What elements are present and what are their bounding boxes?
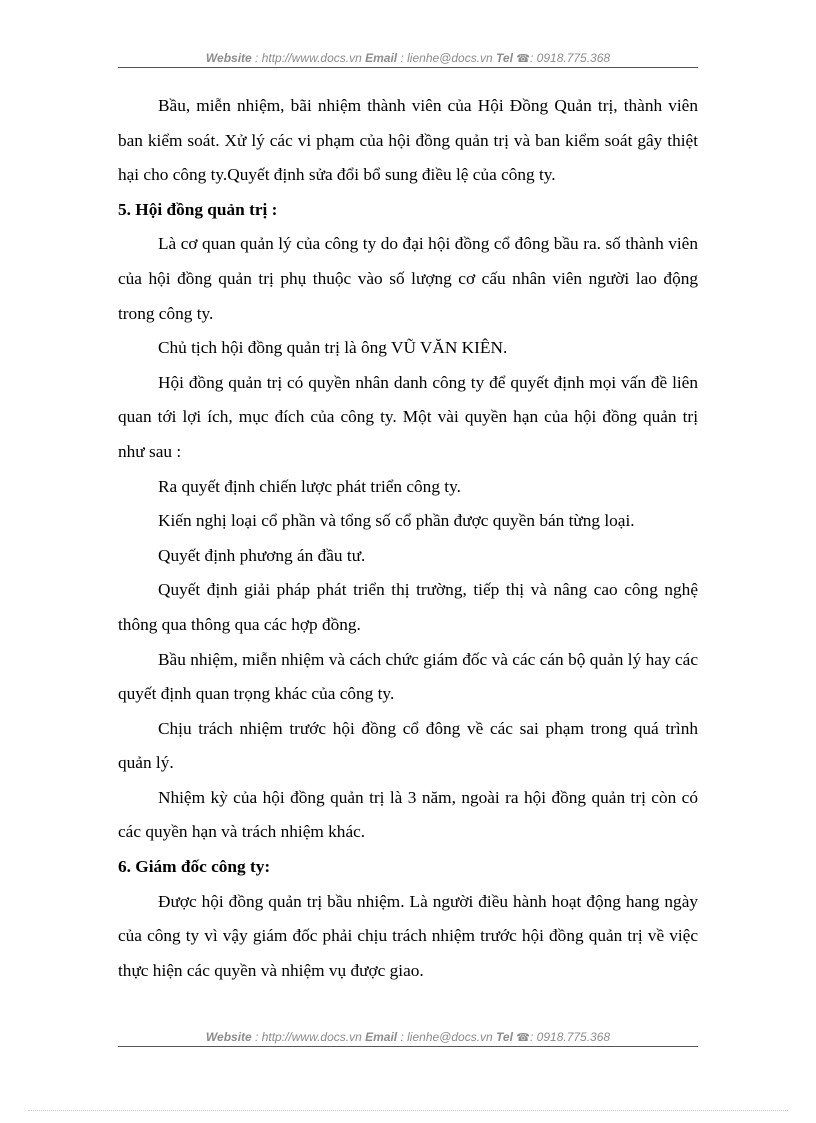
header-tel-value: : 0918.775.368 (530, 51, 611, 65)
header-website-value: : http://www.docs.vn (255, 51, 362, 65)
footer-email-value: : lienhe@docs.vn (400, 1030, 493, 1044)
section-heading-6: 6. Giám đốc công ty: (118, 857, 271, 877)
page-header (118, 51, 698, 68)
footer-website-label: Website (205, 1030, 252, 1044)
paragraph: Quyết định giải pháp phát triển thị trường, tiếp thị và nâng cao công nghệ thông qua thông qua các hợp đồng. (118, 580, 698, 634)
paragraph: Được hội đồng quản trị bầu nhiệm. Là người điều hành hoạt động hang ngày của công ty vì vậy giám đốc phải chịu trách nhiệm trước hội đồng quản trị về việc thực hiện các quyền và nhiệm vụ được giao. (118, 891, 698, 980)
paragraph: Quyết định phương án đầu tư. (158, 545, 366, 565)
phone-icon: ☎ (516, 1032, 530, 1044)
footer-tel-value: : 0918.775.368 (530, 1030, 611, 1044)
paragraph: Kiến nghị loại cổ phần và tổng số cổ phần được quyền bán từng loại. (158, 511, 635, 531)
paragraph: Ra quyết định chiến lược phát triển công ty. (158, 476, 461, 496)
paragraph: Chịu trách nhiệm trước hội đồng cổ đông về các sai phạm trong quá trình quản lý. (118, 718, 698, 773)
footer-tel-label: Tel (496, 1030, 513, 1044)
paragraph: Bầu nhiệm, miễn nhiệm và cách chức giám đốc và các cán bộ quản lý hay các quyết định quan trọng khác của công ty. (118, 649, 698, 704)
header-tel-label: Tel (496, 51, 513, 65)
paragraph: Bầu, miễn nhiệm, bãi nhiệm thành viên của Hội Đồng Quản trị, thành viên ban kiểm soát. Xử lý các vi phạm của hội đồng quản trị và ban kiểm soát gây thiệt hại cho công ty.Quyết định sửa đổi bổ sung điều lệ của công ty. (118, 96, 698, 185)
header-email-value: : lienhe@docs.vn (400, 51, 493, 65)
page-footer (118, 1030, 698, 1047)
paragraph: Chủ tịch hội đồng quản trị là ông VŨ VĂN KIÊN. (158, 338, 508, 358)
phone-icon: ☎ (516, 53, 530, 65)
document-body (118, 89, 698, 988)
footer-website-value: : http://www.docs.vn (255, 1030, 362, 1044)
paragraph: Nhiệm kỳ của hội đồng quản trị là 3 năm, ngoài ra hội đồng quản trị còn có các quyền hạn và trách nhiệm khác. (118, 787, 698, 842)
header-email-label: Email (365, 51, 398, 65)
paragraph: Hội đồng quản trị có quyền nhân danh công ty để quyết định mọi vấn đề liên quan tới lợi ích, mục đích của công ty. Một vài quyền hạn của hội đồng quản trị như sau : (118, 372, 698, 461)
page-bottom-divider (28, 1110, 788, 1111)
header-website-label: Website (205, 51, 252, 65)
section-heading-5: 5. Hội đồng quản trị : (118, 199, 278, 219)
footer-email-label: Email (365, 1030, 398, 1044)
paragraph: Là cơ quan quản lý của công ty do đại hội đồng cổ đông bầu ra. số thành viên của hội đồng quản trị phụ thuộc vào số lượng cơ cấu nhân viên người lao động trong công ty. (118, 234, 698, 323)
